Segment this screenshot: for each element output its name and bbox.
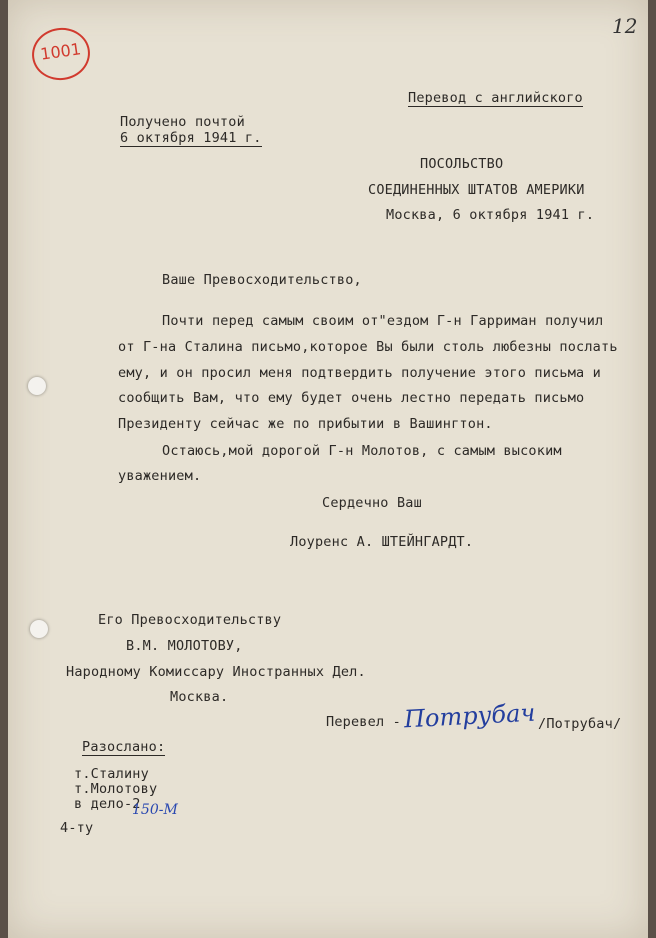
body-line-5: Президенту сейчас же по прибытии в Вашингтон. xyxy=(118,416,493,432)
received-line-1: Получено почтой xyxy=(120,114,245,130)
document-page xyxy=(8,0,648,938)
addressee-line-4: Москва. xyxy=(170,689,229,705)
addressee-line-2: В.М. МОЛОТОВУ, xyxy=(126,638,243,654)
distribution-item-3: в дело-2 xyxy=(74,796,141,812)
signature: Лоуренс А. ШТЕЙНГАРДТ. xyxy=(290,534,474,550)
translator-typed-name: /Потрубач/ xyxy=(538,716,622,732)
punch-hole-bottom xyxy=(30,620,48,638)
distribution-title: Разослано: xyxy=(82,739,166,755)
body-line-2: от Г-на Сталина письмо,которое Вы были столь любезны послать xyxy=(118,339,618,355)
addressee-line-1: Его Превосходительству xyxy=(98,612,282,628)
addressee-line-3: Народному Комиссару Иностранных Дел. xyxy=(66,664,366,680)
archive-stamp: 1001 xyxy=(29,24,94,84)
salutation: Ваше Превосходительство, xyxy=(162,272,362,288)
distribution-item-1: т.Сталину xyxy=(74,766,149,782)
sender-line-1: ПОСОЛЬСТВО xyxy=(420,156,504,172)
translator-label: Перевел - xyxy=(326,714,401,730)
page-number: 12 xyxy=(612,14,638,38)
body-line-1: Почти перед самым своим от"ездом Г-н Гарриман получил xyxy=(162,313,604,329)
body-line-6: Остаюсь,мой дорогой Г-н Молотов, с самым высоким xyxy=(162,443,562,459)
translator-handwritten-signature: Потрубач xyxy=(403,698,536,734)
body-line-4: сообщить Вам, что ему будет очень лестно передать письмо xyxy=(118,390,585,406)
place-date: Москва, 6 октября 1941 г. xyxy=(386,207,595,223)
sender-line-2: СОЕДИНЕННЫХ ШТАТОВ АМЕРИКИ xyxy=(368,182,585,198)
distribution-handnote: 150-М xyxy=(132,802,178,818)
body-line-7: уважением. xyxy=(118,468,202,484)
copies-count: 4-ту xyxy=(60,820,94,836)
received-line-2: 6 октября 1941 г. xyxy=(120,130,262,146)
translation-note: Перевод с английского xyxy=(408,90,583,106)
distribution-item-2: т.Молотову xyxy=(74,781,158,797)
closing: Сердечно Ваш xyxy=(322,495,422,511)
punch-hole-top xyxy=(28,377,46,395)
body-line-3: ему, и он просил меня подтвердить получение этого письма и xyxy=(118,365,602,381)
